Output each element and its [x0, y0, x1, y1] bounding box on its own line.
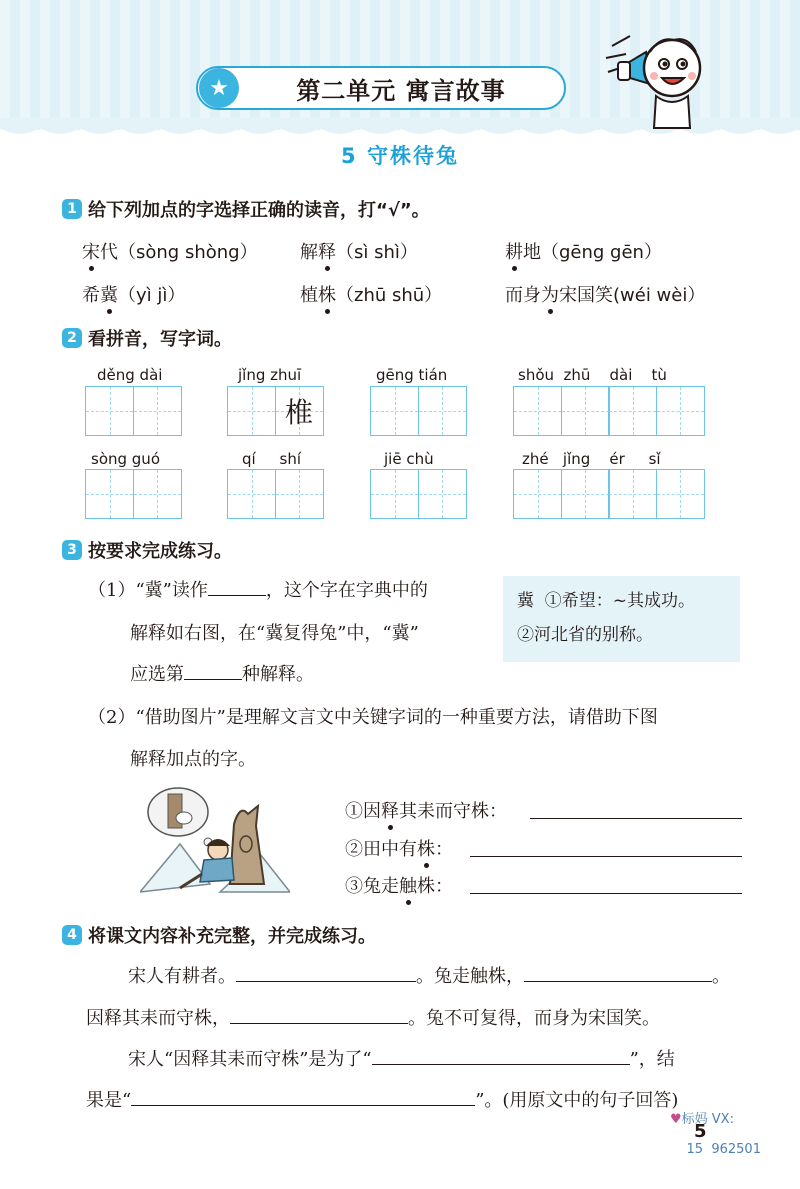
char-cell[interactable]: [370, 469, 419, 519]
q3-item-2-answer-line[interactable]: [470, 835, 742, 857]
q3-item-2: ②田中有株：: [345, 835, 453, 861]
q2-grid-5[interactable]: [85, 469, 182, 519]
q2-pinyin-3: gēng tián: [376, 366, 448, 384]
q1-title-row: [62, 196, 430, 222]
unit-title: 第二单元 寓言故事: [296, 76, 506, 105]
q3-number: 3: [62, 540, 82, 560]
char-cell[interactable]: [418, 469, 467, 519]
q2-pinyin-5: sòng guó: [91, 450, 160, 468]
char-cell[interactable]: [227, 386, 276, 436]
q2-pinyin-1: děng dài: [97, 366, 163, 384]
q2-pinyin-4: shǒu zhū dài tù: [518, 366, 667, 384]
q4-line-4: 果是“ ”。(用原文中的句子回答): [86, 1090, 679, 1111]
char-cell[interactable]: [227, 469, 276, 519]
q1-title: 给下列加点的字选择正确的读音，打“√”。: [88, 200, 430, 221]
q3-p1-line2: 解释如右图，在“冀复得兔”中，“冀”: [130, 623, 419, 644]
farmer-tree-stump-icon: [140, 784, 290, 894]
q4-blank-1[interactable]: [236, 981, 416, 982]
char-cell[interactable]: [608, 386, 657, 436]
q1-item-5[interactable]: 植株（zhū shū）: [300, 281, 442, 307]
q1-item-3[interactable]: 耕地（gēng gēn）: [505, 238, 662, 264]
char-cell[interactable]: 椎: [275, 386, 324, 436]
q1-item-1[interactable]: 宋代（sòng shòng）: [82, 238, 258, 264]
q2-grid-7[interactable]: [370, 469, 467, 519]
q2-pinyin-7: jiē chù: [384, 450, 434, 468]
q4-number: 4: [62, 925, 82, 945]
q2-grid-3[interactable]: [370, 386, 467, 436]
q1-item-2[interactable]: 解释（sì shì）: [300, 238, 418, 264]
q2-grid-8[interactable]: [513, 469, 705, 519]
char-cell[interactable]: [85, 469, 134, 519]
q2-pinyin-2: jǐng zhuī: [238, 366, 302, 384]
q1-number: 1: [62, 199, 82, 219]
q2-grid-1[interactable]: [85, 386, 182, 436]
q1-item-6[interactable]: 而身为宋国笑(wéi wèi）: [505, 281, 705, 307]
q3-p2-line1: （2）“借助图片”是理解文言文中关键字词的一种重要方法，请借助下图: [88, 707, 658, 728]
dict-line-1: 冀 ①希望：~其成功。: [517, 591, 696, 611]
char-cell[interactable]: [513, 469, 562, 519]
dict-line-2: ②河北省的别称。: [517, 625, 653, 645]
q3-p1-line1: （1）“冀”读作 ，这个字在字典中的: [88, 580, 428, 601]
q4-line-1: 宋人有耕者。 。兔走触株， 。: [128, 966, 730, 987]
q4-blank-2[interactable]: [524, 981, 712, 982]
megaphone-boy-icon: [590, 18, 710, 138]
char-cell[interactable]: [656, 386, 705, 436]
q2-number: 2: [62, 328, 82, 348]
q3-answer-blank-1[interactable]: [208, 595, 266, 596]
char-cell[interactable]: [656, 469, 705, 519]
page-number: 5: [694, 1121, 707, 1142]
star-icon: ★: [199, 68, 239, 108]
watermark-text: 标妈 VX:: [681, 1112, 734, 1127]
q2-grid-4[interactable]: [513, 386, 705, 436]
char-cell[interactable]: [513, 386, 562, 436]
q4-blank-4[interactable]: [372, 1064, 630, 1065]
q2-grid-6[interactable]: [227, 469, 324, 519]
q2-title-row: [62, 325, 232, 351]
q4-title: 将课文内容补充完整，并完成练习。: [88, 926, 376, 947]
q2-title: 看拼音，写字词。: [88, 329, 232, 350]
watermark-number: 15 962501: [686, 1142, 761, 1157]
q2-pinyin-8: zhé jǐng ér sǐ: [522, 450, 661, 468]
q4-line-3: 宋人“因释其耒而守株”是为了“ ”，结: [128, 1049, 675, 1070]
char-cell[interactable]: [561, 386, 610, 436]
q4-blank-5[interactable]: [131, 1105, 475, 1106]
q1-item-4[interactable]: 希冀（yì jì）: [82, 281, 185, 307]
q3-p2-line2: 解释加点的字。: [130, 749, 256, 770]
q3-item-1: ①因释其耒而守株：: [345, 797, 507, 823]
lesson-title: 5 守株待兔: [341, 144, 459, 168]
q3-item-1-answer-line[interactable]: [530, 797, 742, 819]
char-cell[interactable]: [85, 386, 134, 436]
unit-banner: [196, 66, 566, 110]
q2-pinyin-6: qí shí: [242, 450, 302, 468]
q3-title: 按要求完成练习。: [88, 541, 232, 562]
char-cell[interactable]: [561, 469, 610, 519]
char-cell[interactable]: [133, 469, 182, 519]
q2-grid-2[interactable]: [227, 386, 324, 436]
q3-answer-blank-2[interactable]: [184, 679, 242, 680]
q3-item-3: ③兔走触株：: [345, 872, 453, 898]
q3-item-3-answer-line[interactable]: [470, 872, 742, 894]
q4-blank-3[interactable]: [230, 1023, 408, 1024]
q3-p1-line3: 应选第 种解释。: [130, 664, 314, 685]
char-cell[interactable]: [133, 386, 182, 436]
char-cell[interactable]: [275, 469, 324, 519]
dictionary-box: [503, 576, 740, 662]
char-cell[interactable]: [608, 469, 657, 519]
char-cell[interactable]: [418, 386, 467, 436]
q4-title-row: [62, 922, 376, 948]
q4-line-2: 因释其耒而守株， 。兔不可复得，而身为宋国笑。: [86, 1008, 660, 1029]
char-cell[interactable]: [370, 386, 419, 436]
q3-title-row: [62, 537, 232, 563]
watermark-logo-icon: ♥标妈 VX: 15 962501 5: [670, 1112, 761, 1157]
